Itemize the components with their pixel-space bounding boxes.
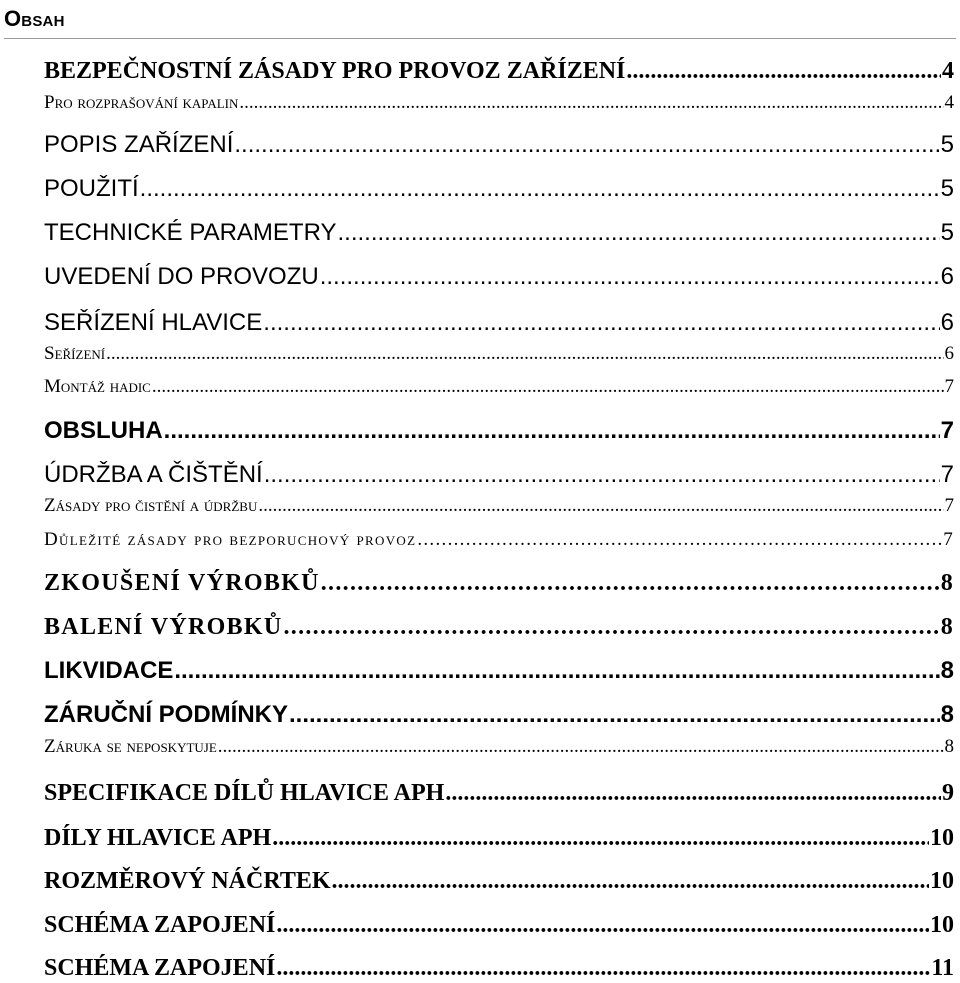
toc-entry-title: LIKVIDACE — [44, 657, 174, 684]
toc-entry-title: Pro rozprašování kapalin — [44, 92, 239, 113]
toc-entry[interactable] — [44, 568, 954, 598]
toc-leader — [264, 460, 940, 490]
toc-entry-page: 11 — [931, 955, 954, 981]
toc-entry-page: 5 — [940, 131, 954, 158]
toc-entry-title: ZÁRUČNÍ PODMÍNKY — [44, 701, 288, 728]
toc-entry-title: SEŘÍZENÍ HLAVICE — [44, 309, 263, 336]
toc-entry[interactable] — [44, 342, 954, 366]
toc-leader — [276, 910, 929, 940]
toc-entry[interactable] — [44, 308, 954, 338]
toc-leader — [234, 130, 939, 160]
toc-entry-title: Seřízení — [44, 343, 106, 364]
toc-leader — [289, 700, 940, 730]
toc-entry-page: 7 — [944, 376, 954, 397]
toc-entry-title: ZKOUŠENÍ VÝROBKŮ — [44, 570, 320, 596]
toc-entry-page: 5 — [940, 175, 954, 202]
toc-entry-page: 8 — [940, 657, 954, 684]
toc-entry[interactable] — [44, 130, 954, 160]
toc-entry-title: BEZPEČNOSTNÍ ZÁSADY PRO PROVOZ ZAŘÍZENÍ — [44, 58, 626, 84]
toc-entry[interactable] — [44, 953, 954, 983]
toc-leader — [263, 308, 939, 338]
toc-entry-title: ROZMĚROVÝ NÁČRTEK — [44, 868, 331, 894]
toc-entry[interactable] — [44, 778, 954, 808]
toc-entry-page: 10 — [930, 912, 954, 938]
toc-entry-page: 6 — [940, 309, 954, 336]
toc-entry-page: 6 — [944, 343, 954, 364]
toc-entry-title: Zásady pro čistění a údržbu — [44, 495, 258, 516]
toc-entry-page: 7 — [943, 529, 954, 550]
toc-entry[interactable] — [44, 700, 954, 730]
toc-entry-page: 8 — [940, 570, 954, 596]
toc-entry-page: 8 — [940, 701, 954, 728]
toc-entry-title: ÚDRŽBA A ČIŠTĚNÍ — [44, 461, 263, 488]
toc-entry[interactable] — [44, 612, 954, 642]
toc-entry[interactable] — [44, 218, 954, 248]
toc-entry[interactable] — [44, 735, 954, 759]
toc-leader — [338, 218, 940, 248]
toc-entry-page: 10 — [930, 868, 954, 894]
toc-leader — [164, 416, 940, 446]
toc-entry-title: Důležité zásady pro bezporuchový provoz — [44, 529, 417, 550]
toc-entry-page: 6 — [940, 263, 954, 290]
toc-entry[interactable] — [44, 262, 954, 292]
toc-entry-page: 7 — [940, 417, 954, 444]
toc-entry-page: 4 — [944, 92, 954, 113]
toc-entry-title: SCHÉMA ZAPOJENÍ — [44, 955, 276, 981]
toc-entry-title: POPIS ZAŘÍZENÍ — [44, 131, 234, 158]
toc-leader — [283, 612, 939, 642]
toc-leader — [417, 528, 942, 552]
toc-leader — [239, 91, 943, 115]
toc-entry[interactable] — [44, 375, 954, 399]
toc-entry-title: Montáž hadic — [44, 376, 151, 397]
toc-entry[interactable] — [44, 866, 954, 896]
toc-entry-title: Záruka se neposkytuje — [44, 736, 217, 757]
toc-leader — [321, 568, 940, 598]
toc-entry-page: 8 — [944, 736, 954, 757]
toc-entry[interactable] — [44, 460, 954, 490]
toc-entry-page: 10 — [930, 825, 954, 851]
toc-leader — [140, 174, 940, 204]
toc-leader — [626, 56, 941, 86]
toc-entry-page: 5 — [940, 219, 954, 246]
toc-entry[interactable] — [44, 823, 954, 853]
toc-entry[interactable] — [44, 91, 954, 115]
toc-entry[interactable] — [44, 656, 954, 686]
toc-entry-page: 7 — [944, 495, 954, 516]
toc-entry[interactable] — [44, 910, 954, 940]
toc-entry[interactable] — [44, 56, 954, 86]
toc-entry-title: TECHNICKÉ PARAMETRY — [44, 219, 337, 246]
toc-entry-title: UVEDENÍ DO PROVOZU — [44, 263, 319, 290]
toc-entry-page: 8 — [940, 614, 954, 640]
toc-entry-page: 9 — [942, 780, 954, 806]
toc-entry[interactable] — [44, 416, 954, 446]
toc-entry-title: BALENÍ VÝROBKŮ — [44, 614, 283, 640]
toc-leader — [218, 735, 944, 759]
toc-entry-title: SCHÉMA ZAPOJENÍ — [44, 912, 276, 938]
toc-leader — [332, 866, 930, 896]
toc-leader — [320, 262, 940, 292]
toc-leader — [258, 494, 943, 518]
toc-entry-title: POUŽITÍ — [44, 175, 139, 202]
toc-entry[interactable] — [44, 528, 954, 552]
toc-leader — [174, 656, 939, 686]
toc-entry[interactable] — [44, 174, 954, 204]
page-title: Obsah — [4, 6, 65, 31]
toc-entry-title: SPECIFIKACE DÍLŮ HLAVICE APH — [44, 780, 445, 806]
toc-leader — [106, 342, 943, 366]
toc-entry-page: 7 — [940, 461, 954, 488]
toc-leader — [276, 953, 930, 983]
toc-entry[interactable] — [44, 494, 954, 518]
toc-leader — [445, 778, 941, 808]
toc-leader — [152, 375, 944, 399]
toc-leader — [272, 823, 929, 853]
toc-entry-title: DÍLY HLAVICE APH — [44, 825, 272, 851]
toc-entry-page: 4 — [942, 58, 954, 84]
toc-entry-title: OBSLUHA — [44, 417, 163, 444]
